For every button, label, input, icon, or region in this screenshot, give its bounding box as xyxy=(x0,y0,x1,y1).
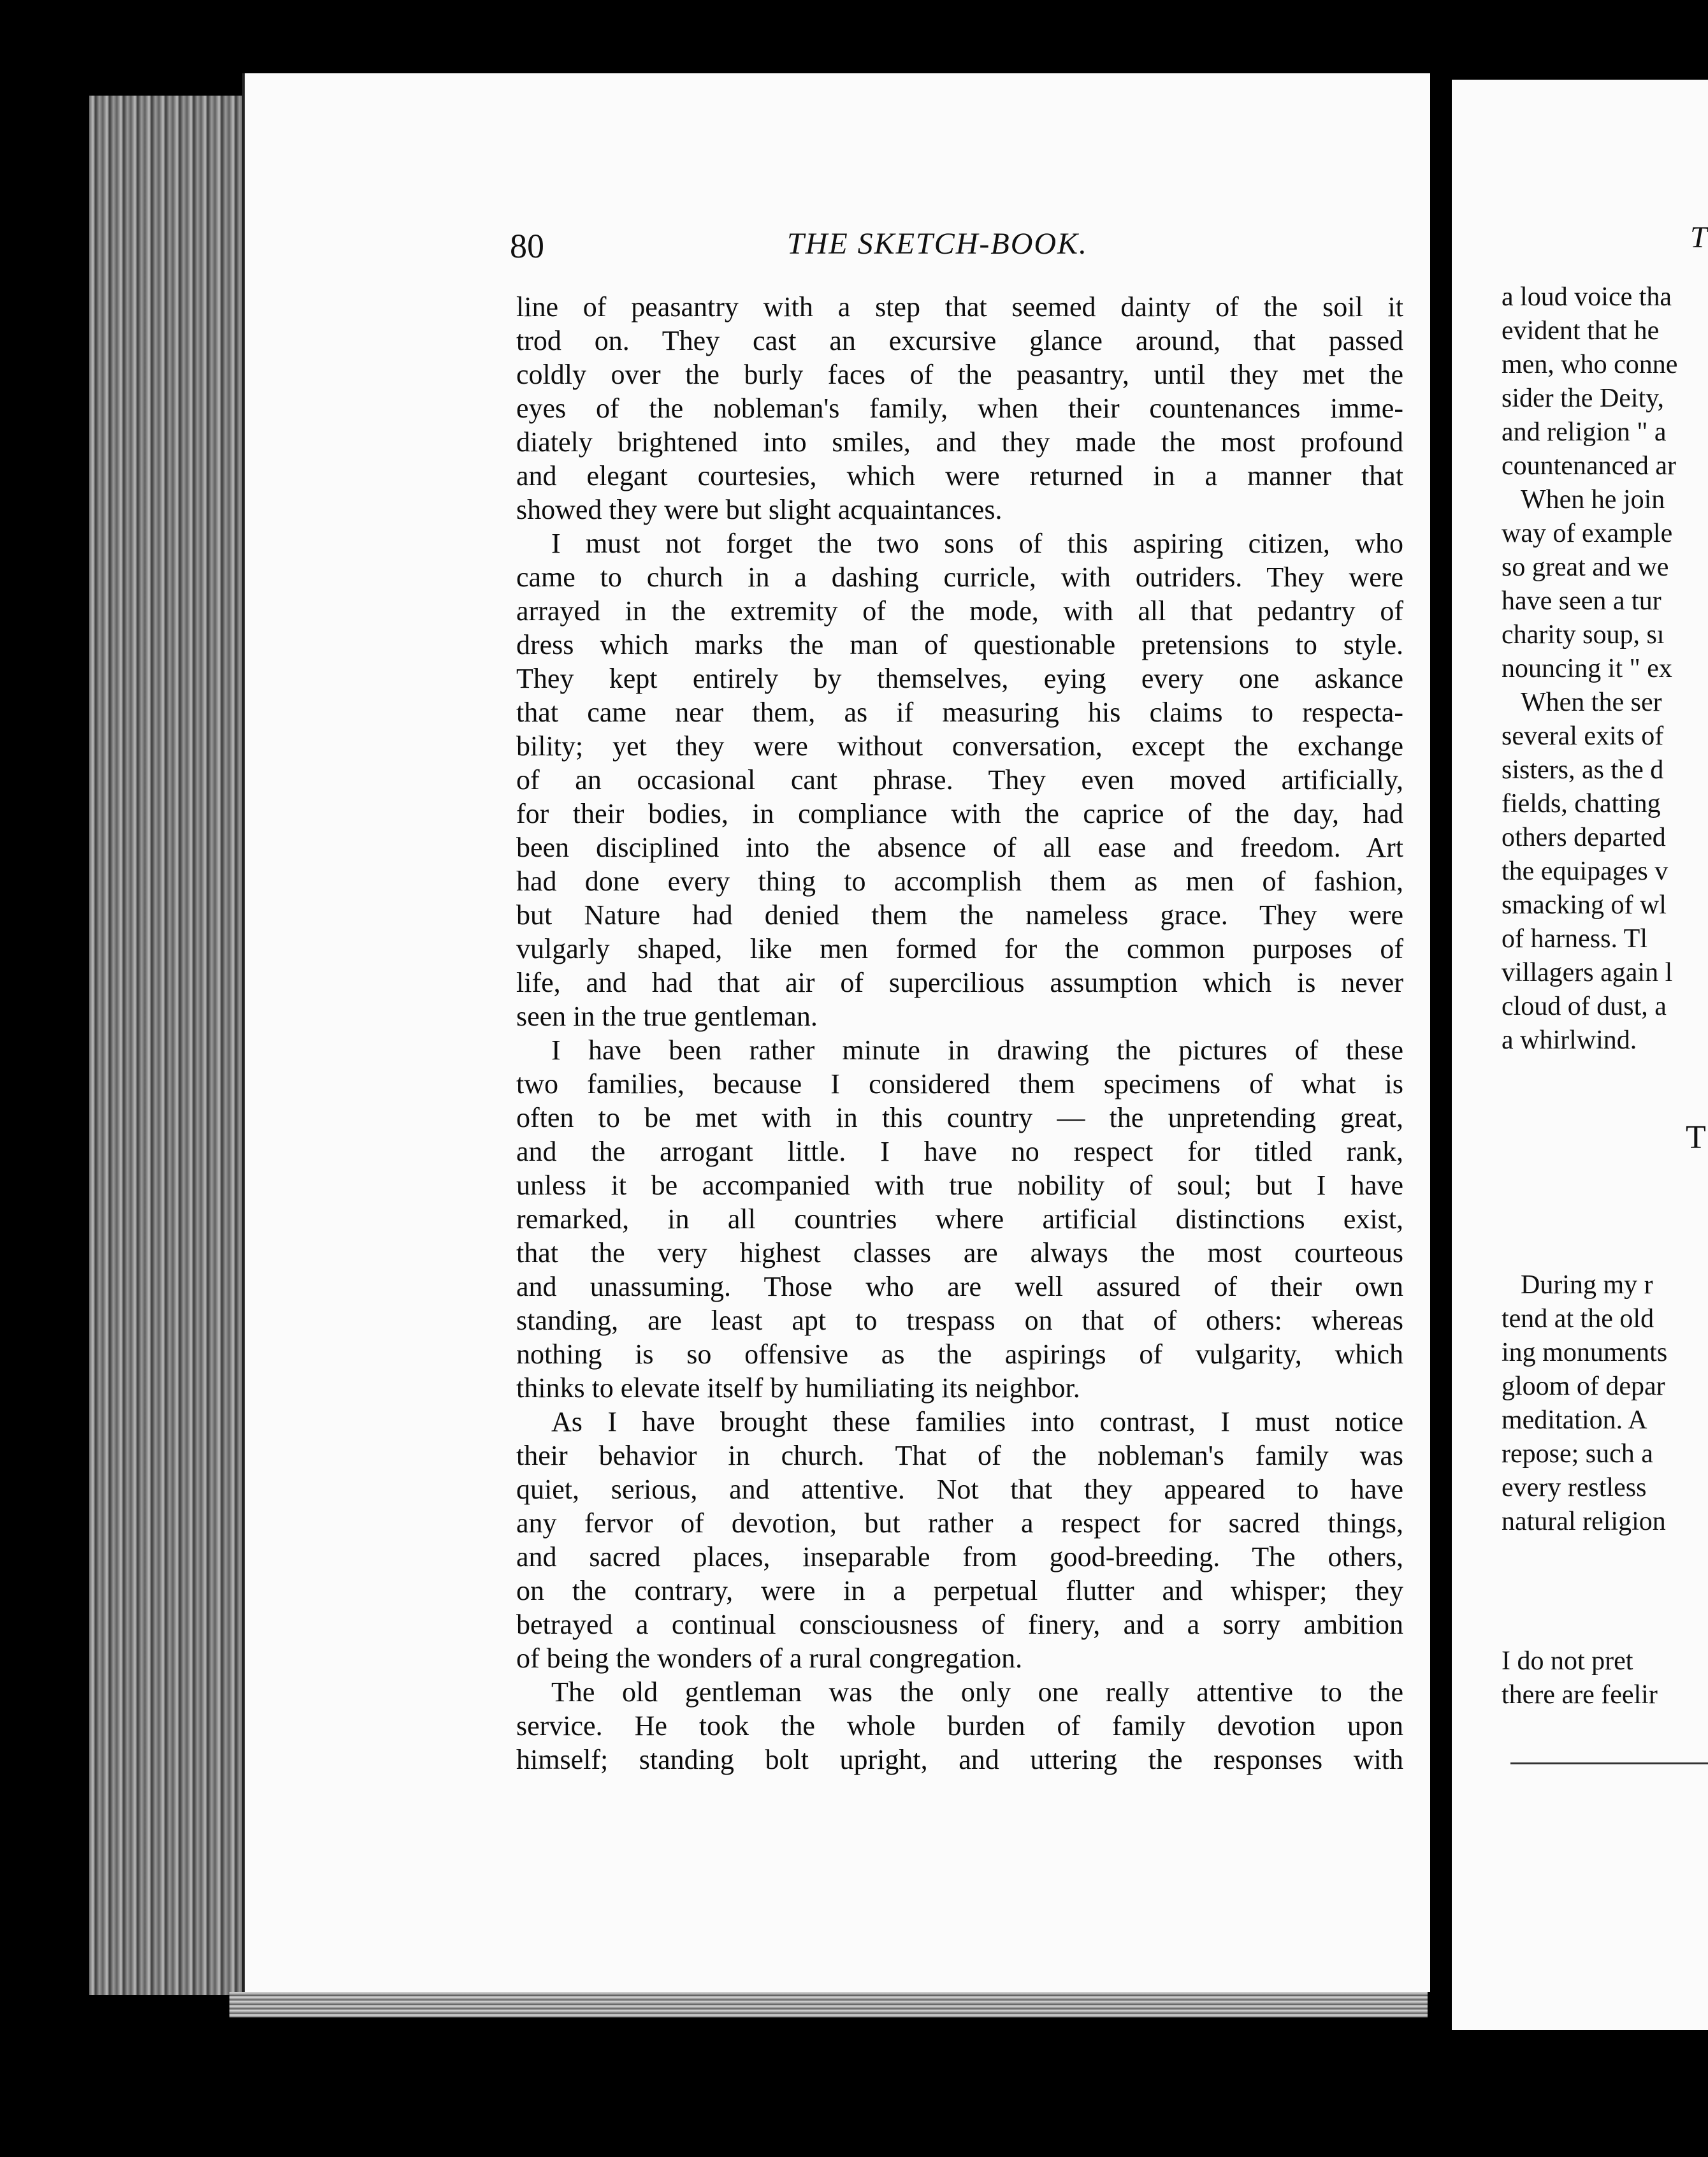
right-section-heading-fragment: T xyxy=(1686,1119,1706,1156)
text-line: eyes of the nobleman's family, when their countenances imme- xyxy=(516,393,1403,424)
text-line: a loud voice tha xyxy=(1502,282,1672,312)
text-line: of being the wonders of a rural congregation. xyxy=(516,1643,1023,1674)
text-line: had done every thing to accomplish them as men of fashion, xyxy=(516,866,1403,897)
text-line: way of example xyxy=(1502,519,1673,548)
body-text xyxy=(516,290,1403,1776)
text-line: I have been rather minute in drawing the pictures of these xyxy=(551,1035,1403,1066)
text-line: often to be met with in this country — the unpretending great, xyxy=(516,1102,1403,1133)
text-line: but Nature had denied them the nameless grace. They were xyxy=(516,899,1403,931)
text-line: standing, are least apt to trespass on that of others: whereas xyxy=(516,1305,1403,1336)
text-line: fields, chatting xyxy=(1502,789,1661,818)
right-running-title-fragment: T xyxy=(1690,221,1707,254)
text-line: every restless xyxy=(1502,1473,1647,1502)
text-line: and sacred places, inseparable from good-breeding. The others, xyxy=(516,1541,1403,1572)
text-line: natural religion xyxy=(1502,1507,1666,1536)
text-line: men, who conne xyxy=(1502,350,1678,379)
text-line: I must not forget the two sons of this aspiring citizen, who xyxy=(551,528,1403,559)
text-line: and the arrogant little. I have no respect for titled rank, xyxy=(516,1136,1403,1167)
text-line: came to church in a dashing curricle, with outriders. They were xyxy=(516,562,1403,593)
text-line: meditation. A xyxy=(1502,1405,1647,1435)
right-section-text xyxy=(1502,1268,1699,1539)
page-edge-stack xyxy=(89,96,242,1995)
text-line: others departed xyxy=(1502,823,1666,852)
text-line: life, and had that air of supercilious assumption which is never xyxy=(516,967,1403,998)
text-line: trod on. They cast an excursive glance around, that passed xyxy=(516,325,1403,356)
text-line: evident that he xyxy=(1502,316,1660,345)
running-head xyxy=(510,226,1402,271)
text-line: unless it be accompanied with true nobility of soul; but I have xyxy=(516,1170,1403,1201)
text-line: a whirlwind. xyxy=(1502,1026,1637,1055)
text-line: their behavior in church. That of the nobleman's family was xyxy=(516,1440,1403,1471)
text-line: betrayed a continual consciousness of finery, and a sorry ambition xyxy=(516,1609,1403,1640)
text-line: that the very highest classes are always the most courteous xyxy=(516,1237,1403,1268)
text-line: dress which marks the man of questionable pretensions to style. xyxy=(516,629,1403,660)
text-line: I do not pret xyxy=(1502,1646,1633,1676)
text-line: showed they were but slight acquaintances. xyxy=(516,494,1002,525)
text-line: himself; standing bolt upright, and uttering the responses with xyxy=(516,1744,1403,1775)
text-line: As I have brought these families into contrast, I must notice xyxy=(551,1406,1403,1437)
text-line: repose; such a xyxy=(1502,1439,1653,1469)
running-title: THE SKETCH-BOOK. xyxy=(787,227,1089,261)
text-line: for their bodies, in compliance with the caprice of the day, had xyxy=(516,798,1403,829)
text-line: of an occasional cant phrase. They even moved artificially, xyxy=(516,764,1403,795)
right-footnote-text xyxy=(1502,1645,1699,1712)
text-line: of harness. Tl xyxy=(1502,924,1648,954)
text-line: on the contrary, were in a perpetual flutter and whisper; they xyxy=(516,1575,1403,1606)
text-line: arrayed in the extremity of the mode, with all that pedantry of xyxy=(516,595,1403,627)
bottom-page-edges xyxy=(229,1992,1428,2017)
text-line: and religion " a xyxy=(1502,418,1667,447)
text-line: the equipages v xyxy=(1502,857,1668,886)
text-line: smacking of wl xyxy=(1502,890,1667,920)
text-line: sider the Deity, xyxy=(1502,384,1665,413)
text-line: seen in the true gentleman. xyxy=(516,1001,818,1032)
text-line: When he join xyxy=(1521,485,1665,514)
text-line: When the ser xyxy=(1521,688,1662,717)
right-page-text xyxy=(1502,280,1699,1057)
text-line: tend at the old xyxy=(1502,1304,1654,1333)
text-line: and elegant courtesies, which were returned in a manner that xyxy=(516,460,1403,491)
text-line: any fervor of devotion, but rather a respect for sacred things, xyxy=(516,1507,1403,1539)
text-line: During my r xyxy=(1521,1270,1653,1300)
text-line: line of peasantry with a step that seemed dainty of the soil it xyxy=(516,291,1403,323)
text-line: coldly over the burly faces of the peasantry, until they met the xyxy=(516,359,1403,390)
text-line: countenanced ar xyxy=(1502,451,1677,481)
footnote-rule xyxy=(1510,1762,1708,1764)
text-line: thinks to elevate itself by humiliating its neighbor. xyxy=(516,1372,1080,1404)
text-line: and unassuming. Those who are well assured of their own xyxy=(516,1271,1403,1302)
text-line: sisters, as the d xyxy=(1502,755,1664,785)
text-line: that came near them, as if measuring his claims to respecta- xyxy=(516,697,1403,728)
text-line: so great and we xyxy=(1502,553,1669,582)
text-line: The old gentleman was the only one really attentive to the xyxy=(551,1676,1403,1708)
text-line: quiet, serious, and attentive. Not that they appeared to have xyxy=(516,1474,1403,1505)
text-line: diately brightened into smiles, and they made the most profound xyxy=(516,426,1403,458)
text-line: there are feelir xyxy=(1502,1680,1658,1710)
text-line: villagers again l xyxy=(1502,958,1673,987)
text-line: gloom of depar xyxy=(1502,1372,1665,1401)
page-number: 80 xyxy=(510,227,544,265)
text-line: cloud of dust, a xyxy=(1502,992,1667,1021)
text-line: charity soup, sı xyxy=(1502,620,1665,650)
text-line: nouncing it " ex xyxy=(1502,654,1672,683)
text-line: remarked, in all countries where artificial distinctions exist, xyxy=(516,1203,1403,1235)
text-line: vulgarly shaped, like men formed for the common purposes of xyxy=(516,933,1403,964)
text-line: bility; yet they were without conversation, except the exchange xyxy=(516,730,1403,762)
text-line: service. He took the whole burden of family devotion upon xyxy=(516,1710,1403,1741)
text-line: ing monuments xyxy=(1502,1338,1668,1367)
text-line: several exits of xyxy=(1502,722,1664,751)
text-line: They kept entirely by themselves, eying every one askance xyxy=(516,663,1403,694)
text-line: been disciplined into the absence of all ease and freedom. Art xyxy=(516,832,1403,863)
text-line: have seen a tur xyxy=(1502,586,1661,616)
text-line: nothing is so offensive as the aspirings of vulgarity, which xyxy=(516,1339,1403,1370)
text-line: two families, because I considered them specimens of what is xyxy=(516,1068,1403,1100)
